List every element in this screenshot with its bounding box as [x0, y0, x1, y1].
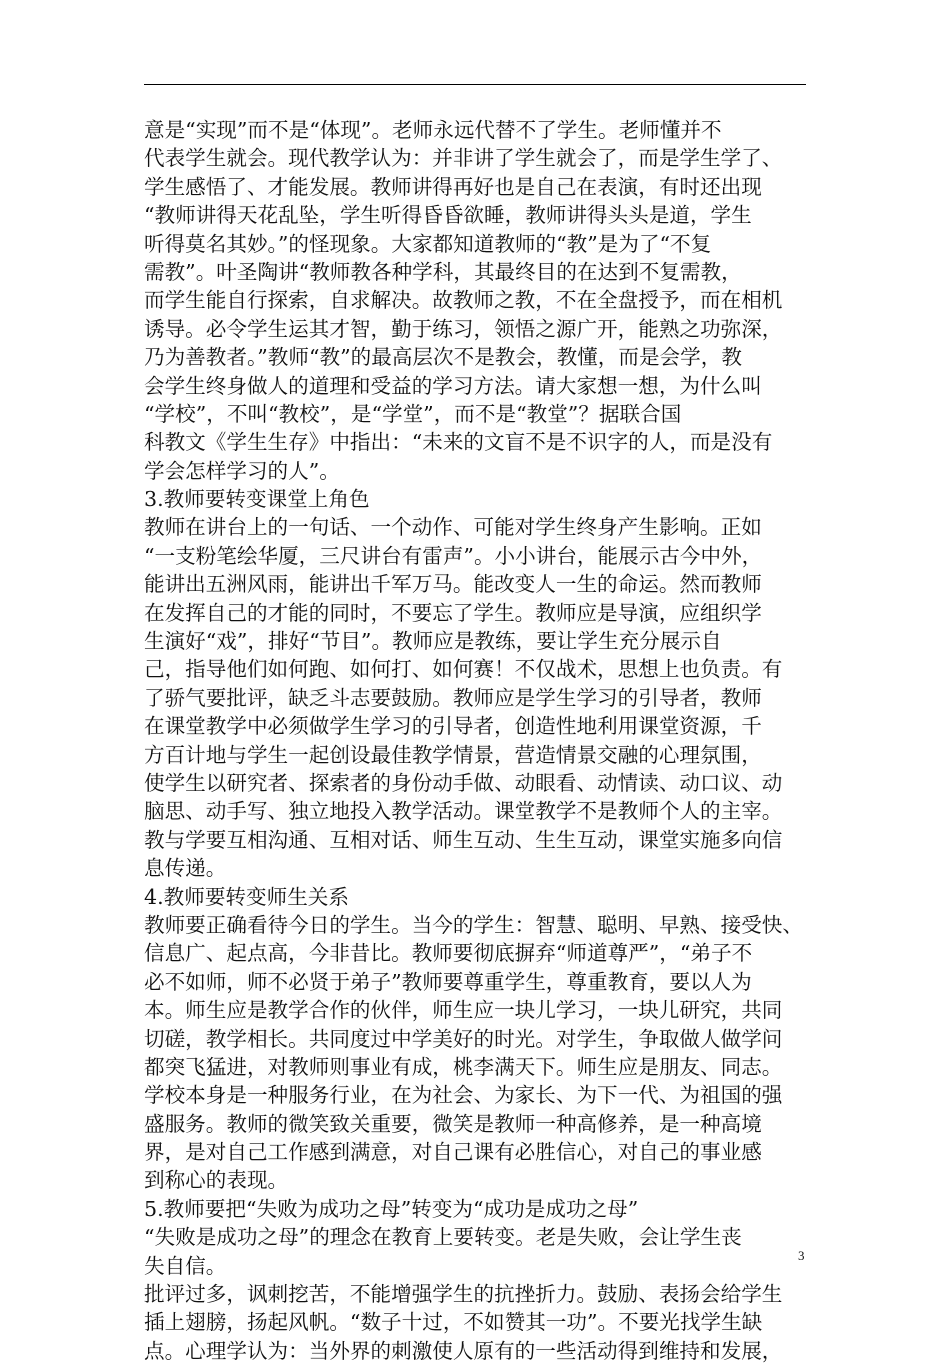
text-line: 己，指导他们如何跑、如何打、如何赛！不仅战术，思想上也负责。有 — [144, 657, 783, 682]
text-line: 听得莫名其妙。”的怪现象。大家都知道教师的“教”是为了“不复 — [144, 231, 712, 256]
text-line: 需教”。叶圣陶讲“教师教各种学科，其最终目的在达到不复需教， — [144, 259, 742, 284]
text-line: 使学生以研究者、探索者的身份动手做、动眼看、动情读、动口议、动 — [144, 770, 783, 795]
text-line: 脑思、动手写、独立地投入教学活动。课堂教学不是教师个人的主宰。 — [144, 799, 783, 824]
text-line: 学生感悟了、才能发展。教师讲得再好也是自己在表演，有时还出现 — [144, 174, 762, 199]
document-body — [144, 116, 812, 1365]
text-line: 代表学生就会。现代教学认为：并非讲了学生就会了，而是学生学了、 — [144, 146, 783, 171]
text-line: 方百计地与学生一起创设最佳教学情景，营造情景交融的心理氛围， — [144, 742, 762, 767]
text-line: 科教文《学生生存》中指出：“未来的文盲不是不识字的人，而是没有 — [144, 430, 773, 455]
text-line: 必不如师，师不必贤于弟子”教师要尊重学生，尊重教育，要以人为 — [144, 969, 752, 994]
text-line: “一支粉笔绘华厦，三尺讲台有雷声”。小小讲台，能展示古今中外， — [144, 543, 763, 568]
text-line: “教师讲得天花乱坠，学生听得昏昏欲睡，教师讲得头头是道，学生 — [144, 203, 752, 228]
text-line: 意是“实现”而不是“体现”。老师永远代替不了学生。老师懂并不 — [144, 118, 722, 142]
text-line: 生演好“戏”，排好“节目”。教师应是教练，要让学生充分展示自 — [144, 629, 722, 654]
text-line: 会学生终身做人的道理和受益的学习方法。请大家想一想，为什么叫 — [144, 373, 762, 398]
section-heading: 3.教师要转变课堂上角色 — [144, 487, 370, 512]
text-line: 界，是对自己工作感到满意，对自己课有必胜信心，对自己的事业感 — [144, 1140, 762, 1165]
header-rule — [144, 84, 806, 85]
text-line: 教与学要互相沟通、互相对话、师生互动、生生互动，课堂实施多向信 — [144, 827, 783, 852]
text-line: 能讲出五洲风雨，能讲出千军万马。能改变人一生的命运。然而教师 — [144, 572, 762, 597]
section-heading: 4.教师要转变师生关系 — [144, 884, 349, 909]
text-line: 息传递。 — [144, 856, 227, 881]
text-line: 批评过多，讽刺挖苦，不能增强学生的抗挫折力。鼓励、表扬会给学生 — [144, 1282, 783, 1307]
text-line: 在发挥自己的才能的同时，不要忘了学生。教师应是导演，应组织学 — [144, 600, 762, 625]
text-line: 都突飞猛进，对教师则事业有成，桃李满天下。师生应是朋友、同志。 — [144, 1054, 783, 1079]
text-line: 学会怎样学习的人”。 — [144, 458, 340, 483]
text-line: 到称心的表现。 — [144, 1168, 289, 1193]
text-line: 教师在讲台上的一句话、一个动作、可能对学生终身产生影响。正如 — [144, 515, 762, 540]
text-line: 插上翅膀，扬起风帆。“数子十过，不如赞其一功”。不要光找学生缺 — [144, 1310, 763, 1335]
text-line: 教师要正确看待今日的学生。当今的学生：智慧、聪明、早熟、接受快、 — [144, 912, 803, 937]
page-number: 3 — [798, 1248, 805, 1263]
text-line: 了骄气要批评，缺乏斗志要鼓励。教师应是学生学习的引导者，教师 — [144, 685, 762, 710]
text-line: 切磋，教学相长。共同度过中学美好的时光。对学生，争取做人做学问 — [144, 1026, 783, 1051]
text-line: 在课堂教学中必须做学生学习的引导者，创造性地利用课堂资源，千 — [144, 714, 762, 739]
section-heading: 5.教师要把“失败为成功之母”转变为“成功是成功之母” — [144, 1196, 639, 1221]
text-line: 信息广、起点高，今非昔比。教师要彻底摒弃“师道尊严”，“弟子不 — [144, 941, 753, 966]
text-line: 诱导。必令学生运其才智，勤于练习，领悟之源广开，能熟之功弥深， — [144, 316, 783, 341]
text-line: “失败是成功之母”的理念在教育上要转变。老是失败，会让学生丧 — [144, 1225, 742, 1250]
text-line: 点。心理学认为：当外界的刺激使人原有的一些活动得到维持和发展， — [144, 1338, 783, 1363]
text-line: 本。师生应是教学合作的伙伴，师生应一块儿学习，一块儿研究，共同 — [144, 998, 783, 1023]
text-line: 学校本身是一种服务行业，在为社会、为家长、为下一代、为祖国的强 — [144, 1083, 783, 1108]
text-line: 盛服务。教师的微笑致关重要，微笑是教师一种高修养，是一种高境 — [144, 1111, 762, 1136]
text-line: “学校”，不叫“教校”，是“学堂”，而不是“教堂”？据联合国 — [144, 401, 682, 426]
text-line: 乃为善教者。”教师“教”的最高层次不是教会，教懂，而是会学，教 — [144, 345, 742, 370]
text-line: 失自信。 — [144, 1253, 227, 1278]
text-line: 而学生能自行探索，自求解决。故教师之教，不在全盘授予，而在相机 — [144, 288, 783, 313]
